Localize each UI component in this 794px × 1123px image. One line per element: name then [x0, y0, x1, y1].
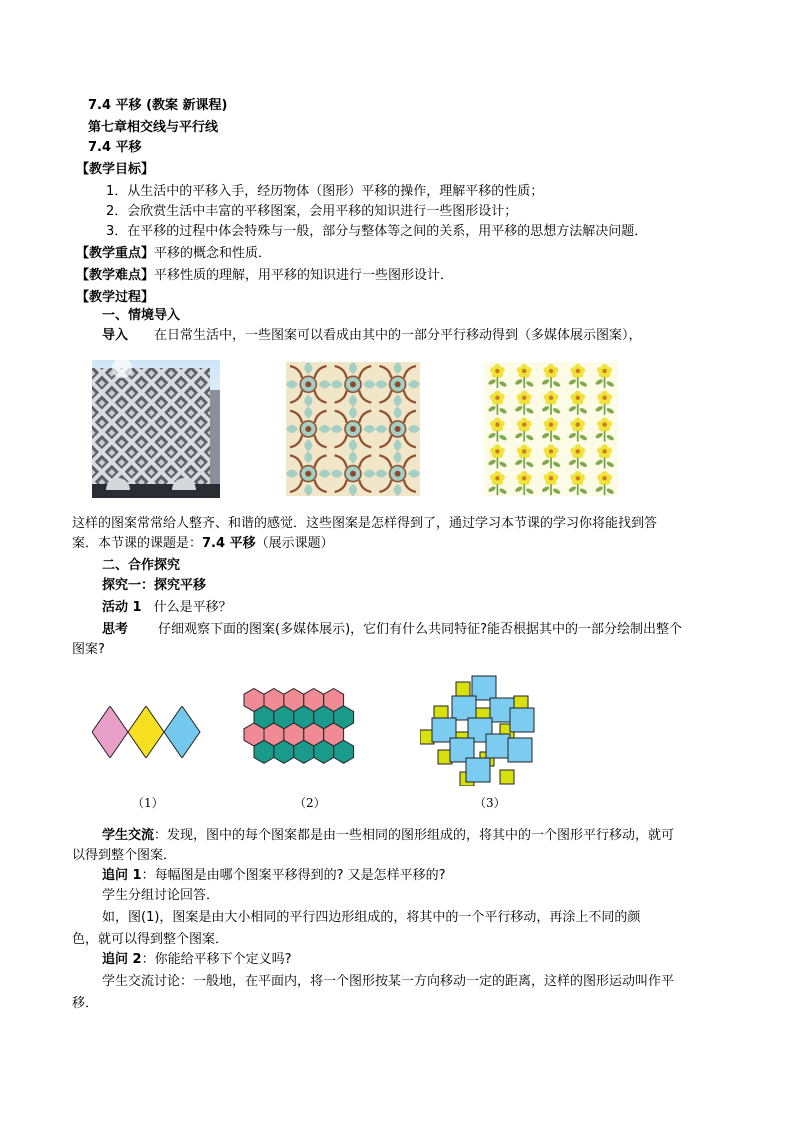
- hexagon: [314, 740, 334, 763]
- activity-line: [102, 598, 232, 618]
- caption-2: （2）: [294, 796, 326, 810]
- difficulty-label: 【教学难点】: [76, 268, 155, 283]
- goal-item: 2．会欣赏生活中丰富的平移图案，会用平移的知识进行一些图形设计；: [106, 204, 518, 219]
- goal-item: 3．在平移的过程中体会特殊与一般，部分与整体等之间的关系，用平移的思想方法解决问题．: [106, 224, 648, 239]
- think-line-2: 图案?: [72, 642, 105, 657]
- definition-line-2: 移．: [72, 996, 99, 1011]
- definition-line-1: 学生交流讨论：一般地，在平面内，将一个图形按某一方向移动一定的距离，这样的图形运动叫作平: [102, 974, 675, 989]
- example-line-1: 如，图(1)，图案是由大小相同的平行四边形组成的，将其中的一个平行移动，再涂上不同的颜: [102, 910, 641, 925]
- after-images-line-2: [72, 534, 334, 554]
- intro-text: 在日常生活中，一些图案可以看成由其中的一部分平行移动得到（多媒体展示图案），: [154, 328, 642, 343]
- flower-pattern-image: [484, 362, 618, 496]
- doc-title: 7.4 平移 (教案 新课程): [88, 98, 228, 113]
- big-square: [466, 758, 490, 782]
- big-square: [486, 734, 510, 758]
- focus-text: 平移的概念和性质．: [154, 246, 272, 261]
- question1-label: 追问 1: [102, 868, 142, 883]
- after-images-text: 案．本节课的课题是：: [72, 536, 203, 551]
- think-line: [102, 620, 682, 640]
- hexagon: [274, 740, 294, 763]
- figure-rhombi: [92, 706, 202, 758]
- process-heading: 【教学过程】: [76, 290, 155, 305]
- caption-1: （1）: [132, 796, 164, 810]
- student-text: ：发现，图中的每个图案都是由一些相同的图形组成的，将其中的一个图形平行移动，就可: [154, 828, 675, 843]
- rhombus-blue: [164, 706, 200, 758]
- difficulty-text: 平移性质的理解，用平移的知识进行一些图形设计．: [154, 268, 454, 283]
- student-line: [102, 826, 674, 846]
- goals-heading: 【教学目标】: [76, 162, 155, 177]
- ornamental-tile-image: [286, 362, 420, 496]
- think-text: 仔细观察下面的图案(多媒体展示)，它们有什么共同特征?能否根据其中的一部分绘制出整个: [158, 622, 683, 637]
- question2-text: ：你能给平移下个定义吗?: [141, 952, 292, 967]
- group-discussion: 学生分组讨论回答．: [102, 888, 220, 903]
- building-lattice-image: [92, 360, 220, 498]
- after-images-line-1: 这样的图案常常给人整齐、和谐的感觉．这些图案是怎样得到了，通过学习本节课的学习你将能找到答: [72, 516, 658, 531]
- hexagon: [334, 740, 354, 763]
- small-square: [456, 682, 470, 696]
- section-title: 7.4 平移: [88, 140, 142, 155]
- think-label: 思考: [102, 622, 129, 637]
- figure-hexagons: [242, 688, 372, 774]
- example-line-2: 色，就可以得到整个图案．: [72, 932, 229, 947]
- explore1-heading: 探究一：探究平移: [102, 578, 207, 593]
- intro-line: [102, 326, 642, 346]
- student-line-2: 以得到整个图案．: [72, 848, 177, 863]
- hexagon: [254, 740, 274, 763]
- goal-item: 1．从生活中的平移入手，经历物体（图形）平移的操作，理解平移的性质；: [106, 184, 544, 199]
- student-label: 学生交流: [102, 828, 155, 843]
- intro-label: 导入: [102, 328, 129, 343]
- after-images-note: （展示课题）: [255, 536, 334, 551]
- question2-line: [102, 950, 291, 970]
- caption-3: （3）: [474, 796, 506, 810]
- activity-text: 什么是平移？: [153, 600, 232, 615]
- big-square: [452, 696, 476, 720]
- big-square: [508, 738, 532, 762]
- chapter-title: 第七章相交线与平行线: [88, 120, 219, 135]
- difficulty-line: [76, 266, 453, 286]
- focus-line: [76, 244, 271, 264]
- question1-line: [102, 866, 446, 886]
- part2-heading: 二、合作探究: [102, 558, 181, 573]
- big-square: [510, 708, 534, 732]
- rhombus-yellow: [128, 706, 164, 758]
- question2-label: 追问 2: [102, 952, 142, 967]
- figure-squares: [420, 674, 552, 786]
- small-square: [500, 770, 514, 784]
- activity-label: 活动 1: [102, 600, 142, 615]
- lesson-topic: 7.4 平移: [202, 536, 256, 551]
- rhombus-pink: [92, 706, 128, 758]
- part1-heading: 一、情境导入: [102, 308, 181, 323]
- hexagon: [294, 740, 314, 763]
- focus-label: 【教学重点】: [76, 246, 155, 261]
- question1-text: ：每幅图是由哪个图案平移得到的? 又是怎样平移的?: [141, 868, 446, 883]
